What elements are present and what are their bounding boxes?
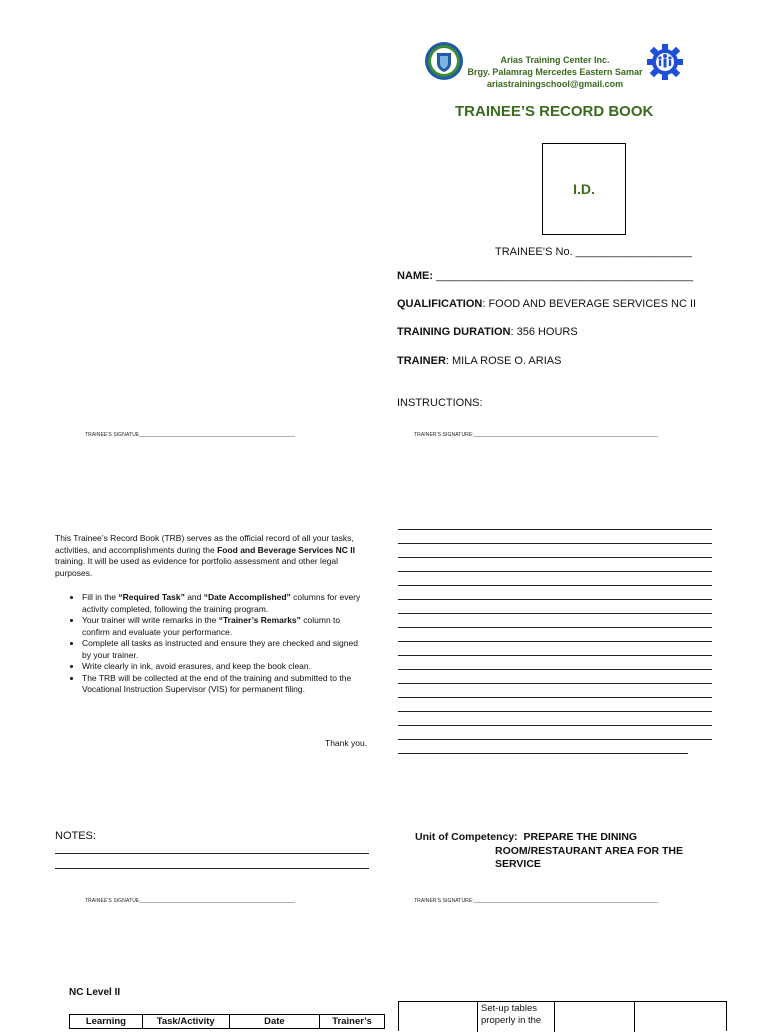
competency-value-2: ROOM/RESTAURANT AREA FOR THE <box>495 844 684 857</box>
unit-of-competency <box>415 831 683 872</box>
list-item: • Fill in the “Required Task” and “Date Accomplished” columns for every activity completed, following the training program. <box>82 592 368 615</box>
list-item: • Complete all tasks as instructed and ensure they are checked and signed by your trainer. <box>82 638 368 661</box>
name-field <box>397 270 693 282</box>
list-item: • Write clearly in ink, avoid erasures, and keep the book clean. <box>82 661 368 673</box>
record-table-right <box>398 1001 727 1031</box>
col-trainers: Trainer’s <box>320 1015 385 1029</box>
instructions-label: INSTRUCTIONS: <box>397 397 483 409</box>
table-header-row <box>70 1015 385 1029</box>
list-item: • The TRB will be collected at the end of the training and submitted to the Vocational Instruction Supervisor (VIS) for permanent filing. <box>82 673 368 696</box>
col-learning: Learning <box>70 1015 143 1029</box>
notes-label: NOTES: <box>55 830 96 842</box>
page-title: TRAINEE’S RECORD BOOK <box>455 103 654 120</box>
school-seal-icon <box>424 41 464 81</box>
intro-paragraph <box>55 533 367 579</box>
school-address: Brgy. Palamrag Mercedes Eastern Samar <box>467 67 643 77</box>
id-box-label: I.D. <box>573 181 595 197</box>
trainee-signature-line: TRAINEE'S SIGNATUE______________________________________________________ <box>85 432 295 438</box>
duration-label: TRAINING DURATION <box>397 326 511 338</box>
trainer-value: : MILA ROSE O. ARIAS <box>445 355 562 367</box>
instruction-list <box>56 592 368 696</box>
trainer-signature-line-2: TRAINER'S SIGNATURE:________________________________________________________________ <box>414 898 659 904</box>
competency-label: Unit of Competency: <box>415 831 518 843</box>
qualification-field <box>397 298 696 310</box>
duration-value: : 356 HOURS <box>510 326 578 338</box>
col-date: Date <box>229 1015 320 1029</box>
trainer-field <box>397 355 561 367</box>
qualification-value: : FOOD AND BEVERAGE SERVICES NC II <box>482 298 697 310</box>
id-photo-box <box>542 143 626 235</box>
trainer-label: TRAINER <box>397 355 446 367</box>
competency-value-3: SERVICE <box>495 858 541 870</box>
col-task-activity: Task/Activity <box>142 1015 229 1029</box>
name-blank: __________________________________________ <box>436 270 694 282</box>
instruction-ruled-lines <box>398 529 712 754</box>
school-email: ariastrainingschool@gmail.com <box>486 79 624 89</box>
table-cell-task: Set-up tables properly in the <box>481 1003 542 1026</box>
trainer-signature-line: TRAINER'S SIGNATURE:________________________________________________________________ <box>414 432 659 438</box>
record-table <box>69 1014 385 1029</box>
list-item: • Your trainer will write remarks in the “Trainer’s Remarks” column to confirm and evaluate your performance. <box>82 615 368 638</box>
competency-value-1: PREPARE THE DINING <box>523 831 638 843</box>
nc-level-label: NC Level II <box>69 987 121 998</box>
gear-figures-icon <box>646 43 684 81</box>
school-name: Arias Training Center Inc. <box>500 55 610 65</box>
intro-course: Food and Beverage Services NC II <box>217 544 356 555</box>
trainee-signature-line-2: TRAINEE'S SIGNATUE______________________________________________________ <box>85 898 295 904</box>
name-label: NAME: <box>397 270 434 282</box>
qualification-label: QUALIFICATION <box>397 298 483 310</box>
thank-you: Thank you. <box>325 738 368 748</box>
intro-text-end: training. It will be used as evidence for portfolio assessment and other legal purposes. <box>55 556 339 578</box>
notes-lines <box>55 853 369 869</box>
intro-text: This Trainee’s Record Book (TRB) serves as the official record of all your tasks, activities, and accomplishments during the <box>55 533 354 555</box>
trainee-number: TRAINEE’S No. ___________________ <box>495 246 692 258</box>
duration-field <box>397 326 578 338</box>
